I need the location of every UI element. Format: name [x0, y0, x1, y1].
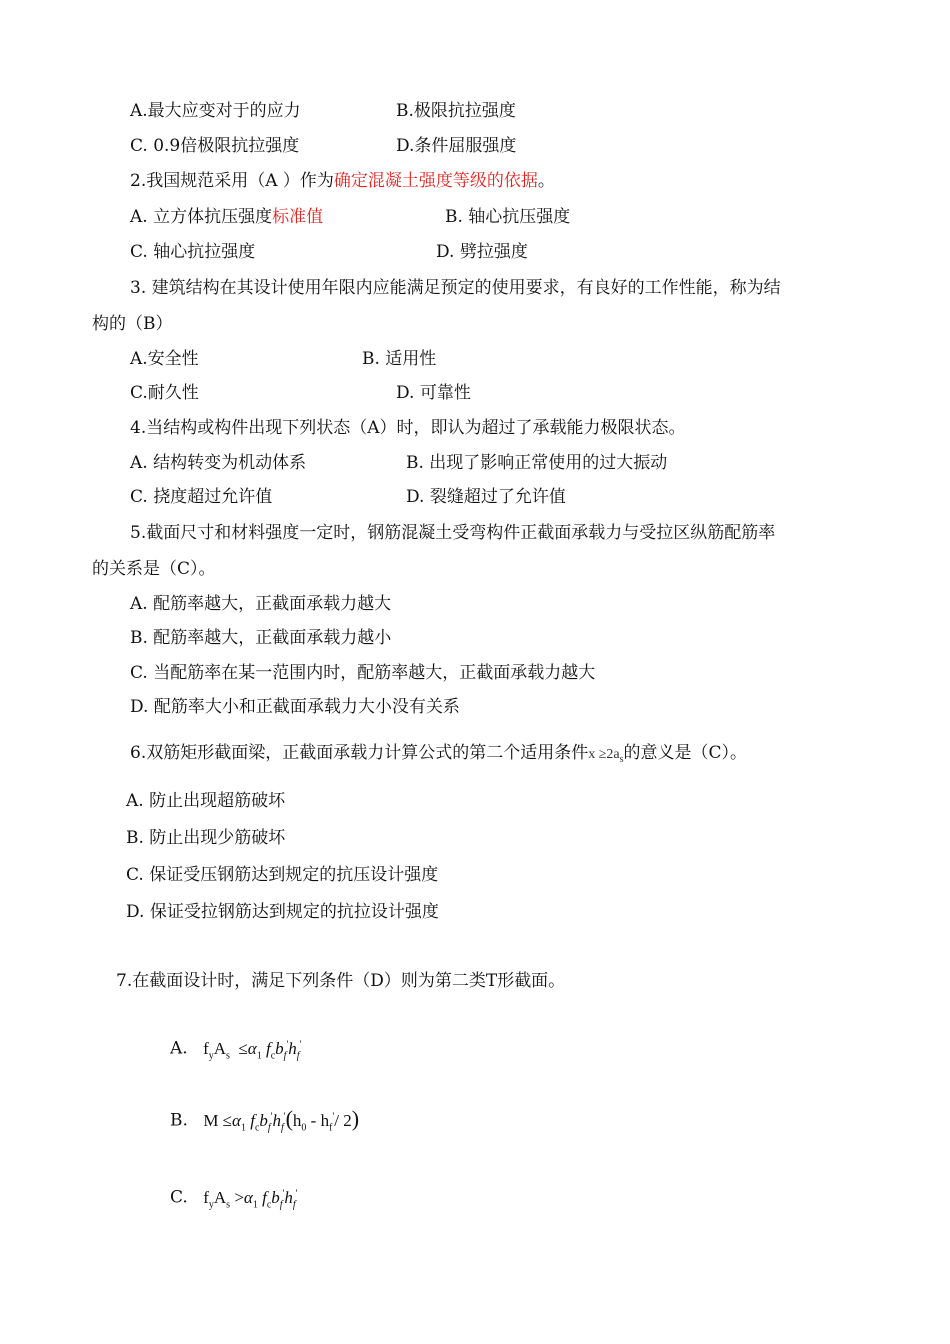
- q6-formula-text: x ≥2a: [588, 747, 620, 762]
- q6-stem: [130, 742, 747, 771]
- q4-option-d: D. 裂缝超过了允许值: [406, 487, 566, 507]
- q2-option-a-text: A. 立方体抗压强度: [130, 207, 273, 227]
- q5-stem-line2: 的关系是（C）。: [92, 559, 216, 579]
- q4-stem: 4.当结构或构件出现下列状态（A）时，即认为超过了承载能力极限状态。: [130, 418, 686, 438]
- q7-option-a-label: A.: [170, 1038, 188, 1059]
- q7-option-c-formula: $f_yA_s >\alpha_1$ $f_cb_f'h_f'$: [203, 1187, 298, 1211]
- q3-option-a: A.安全性: [130, 349, 199, 369]
- q6-stem-text: 6.双筋矩形截面梁，正截面承载力计算公式的第二个适用条件: [130, 743, 589, 763]
- q4-option-c: C. 挠度超过允许值: [130, 487, 273, 507]
- q7-option-b-label: B.: [170, 1110, 188, 1131]
- q2-stem-text: 2.我国规范采用（A ）作为: [130, 171, 334, 191]
- q3-option-c: C.耐久性: [130, 383, 199, 403]
- q5-option-d: D. 配筋率大小和正截面承载力大小没有关系: [130, 697, 460, 717]
- q3-stem-line2: 构的（B）: [92, 314, 173, 334]
- q6-option-c: C. 保证受压钢筋达到规定的抗压设计强度: [126, 865, 439, 885]
- q1-option-b: B.极限抗拉强度: [396, 101, 516, 121]
- q5-option-c: C. 当配筋率在某一范围内时，配筋率越大，正截面承载力越大: [130, 663, 596, 683]
- q2-option-a: [130, 206, 323, 228]
- q6-stem-end: 的意义是（C）。: [623, 743, 748, 763]
- q6-option-b: B. 防止出现少筋破坏: [126, 828, 286, 848]
- q7-option-a: [170, 1034, 301, 1067]
- q6-option-d: D. 保证受拉钢筋达到规定的抗拉设计强度: [126, 902, 439, 922]
- q1-option-a: A.最大应变对于的应力: [130, 101, 301, 121]
- q7-option-b-formula: $M \le\alpha_1$ $f_cb_f'h_f'(h_0 - h_f'/$ 2): [203, 1105, 360, 1134]
- q5-option-a: A. 配筋率越大，正截面承载力越大: [130, 594, 392, 614]
- q7-option-c-label: C.: [170, 1187, 188, 1208]
- q1-option-c: C. 0.9倍极限抗拉强度: [130, 136, 300, 156]
- q6-option-a: A. 防止出现超筋破坏: [126, 791, 286, 811]
- q2-option-d: D. 劈拉强度: [436, 242, 528, 262]
- q3-stem-line1: 3. 建筑结构在其设计使用年限内应能满足预定的使用要求，有良好的工作性能，称为结: [130, 278, 781, 298]
- q2-option-b: B. 轴心抗压强度: [445, 207, 571, 227]
- q3-option-d: D. 可靠性: [396, 383, 471, 403]
- q2-stem-end: 。: [537, 171, 555, 191]
- q7-option-b: [170, 1106, 359, 1139]
- q5-option-b: B. 配筋率越大，正截面承载力越小: [130, 628, 392, 648]
- q2-stem: [130, 170, 555, 192]
- q7-option-c: [170, 1183, 297, 1216]
- q4-option-a: A. 结构转变为机动体系: [130, 453, 307, 473]
- q4-option-b: B. 出现了影响正常使用的过大振动: [406, 453, 668, 473]
- q1-option-d: D.条件屈服强度: [396, 136, 517, 156]
- q3-option-b: B. 适用性: [362, 349, 437, 369]
- q5-stem-line1: 5.截面尺寸和材料强度一定时，钢筋混凝土受弯构件正截面承载力与受拉区纵筋配筋率: [130, 523, 776, 543]
- q2-option-a-highlight: 标准值: [272, 207, 324, 227]
- q7-stem: 7.在截面设计时，满足下列条件（D）则为第二类T形截面。: [116, 971, 566, 991]
- q6-condition-formula: [588, 747, 624, 765]
- q2-stem-highlight: 确定混凝土强度等级的依据: [333, 171, 538, 191]
- q6-formula-subscript: s: [619, 753, 624, 765]
- q7-option-a-formula: $f_yA_s \le\alpha_1$ $f_cb_f'h_f'$: [203, 1038, 302, 1062]
- q2-option-c: C. 轴心抗拉强度: [130, 242, 256, 262]
